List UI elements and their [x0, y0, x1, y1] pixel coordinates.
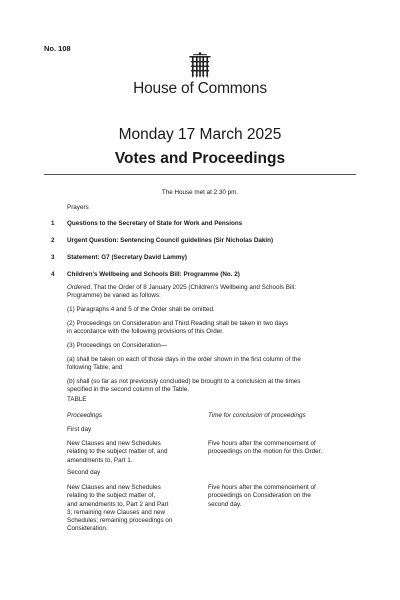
table-row-1-time — [208, 440, 348, 457]
table-row-2-time — [208, 484, 348, 509]
ordered-word: Ordered — [67, 284, 91, 291]
house-name: House of Commons — [133, 80, 267, 97]
cell-line: New Clauses and new Schedules — [67, 440, 161, 447]
cell-line: amendments to, Part 1. — [67, 456, 133, 464]
page-title: Votes and Proceedings — [114, 150, 286, 167]
order-paragraph — [67, 284, 351, 301]
item-text: Questions to the Secretary of State for Work and Pensions — [67, 220, 243, 227]
ordered-text-line2: Programme) be varied as follows: — [67, 292, 161, 300]
cell-line: Schedules; remaining proceedings on — [67, 517, 173, 525]
item-number: 3 — [51, 254, 55, 261]
table-label: TABLE — [67, 396, 87, 403]
cell-line: Consideration. — [67, 525, 108, 533]
cell-line: relating to the subject matter of, and — [67, 448, 168, 456]
item-text: Statement: G7 (Secretary David Lammy) — [67, 254, 188, 261]
item-text: Children’s Wellbeing and Schools Bill: Programme (No. 2) — [67, 271, 240, 278]
paragraph-3: (3) Proceedings on Consideration— — [67, 342, 168, 349]
item-number: 1 — [51, 220, 55, 227]
cell-line: Five hours after the commencement of — [208, 440, 316, 447]
paragraph-3a — [67, 356, 351, 373]
table-header-time: Time for conclusion of proceedings — [208, 412, 306, 419]
table-header-proceedings: Proceedings — [67, 412, 103, 419]
cell-line: second day. — [208, 500, 242, 508]
table-day-first: First day — [67, 426, 92, 433]
document-number: No. 108 — [44, 44, 71, 53]
cell-line: New Clauses and new Schedules — [67, 484, 161, 491]
ordered-text-line1: , That the Order of 8 January 2025 (Children’s Wellbeing and Schools Bill: — [90, 284, 296, 291]
cell-line: proceedings on Consideration on the — [208, 492, 311, 500]
prayers-text: Prayers — [67, 204, 89, 211]
paragraph-2-line1: (2) Proceedings on Consideration and Third Reading shall be taken in two days — [67, 320, 289, 327]
paragraph-3b — [67, 378, 351, 395]
cell-line: proceedings on the motion for this Order. — [208, 448, 323, 456]
paragraph-3b-line2: specified in the second column of the Table. — [67, 386, 190, 394]
cell-line: Five hours after the commencement of — [208, 484, 316, 491]
cell-line: and amendments to, Part 2 and Part — [67, 500, 169, 508]
paragraph-3b-line1: (b) shall (so far as not previously concluded) be brought to a conclusion at the times — [67, 378, 301, 385]
house-met-text: The House met at 2.30 pm. — [161, 189, 239, 196]
item-text: Urgent Question: Sentencing Council guidelines (Sir Nicholas Dakin) — [67, 237, 274, 244]
item-number: 2 — [51, 237, 55, 244]
table-row-2-proceedings — [67, 484, 185, 534]
table-day-second: Second day — [67, 469, 101, 476]
paragraph-3a-line1: (a) shall be taken on each of those days in the order shown in the first column of the — [67, 356, 301, 363]
paragraph-3a-line2: following Table, and — [67, 364, 123, 372]
paragraph-1: (1) Paragraphs 4 and 5 of the Order shall be omitted. — [67, 306, 215, 313]
sitting-date: Monday 17 March 2025 — [118, 126, 282, 143]
cell-line: 3; remaining new Clauses and new — [67, 508, 166, 516]
portcullis-icon — [189, 52, 211, 79]
paragraph-2 — [67, 320, 351, 337]
cell-line: relating to the subject matter of, — [67, 492, 156, 500]
table-row-1-proceedings — [67, 440, 185, 465]
paragraph-2-line2: in accordance with the following provisions of this Order. — [67, 328, 224, 336]
title-divider — [44, 174, 356, 175]
item-number: 4 — [51, 271, 55, 278]
